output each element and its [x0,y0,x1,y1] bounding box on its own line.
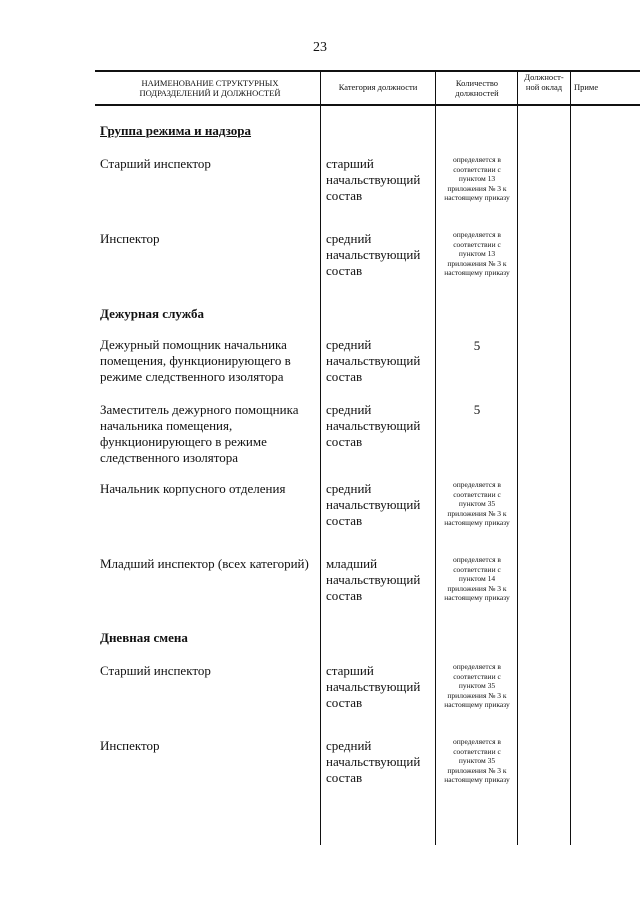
position-name: Инспектор [100,231,160,246]
column-divider-2 [435,70,436,845]
column-divider-3 [517,70,518,845]
section-title: Группа режима и надзора [100,123,252,138]
position-quantity: определяется в соответствии с пунктом 35 приложения № 3 к настоящему приказу [444,662,510,709]
position-category: средний начальствующий состав [326,481,421,528]
position-quantity: определяется в соответствии с пунктом 13 приложения № 3 к настоящему приказу [444,155,510,202]
header-quantity: Количество должностей [455,78,499,98]
position-category: старший начальствующий состав [326,663,421,710]
position-name: Дежурный помощник начальника помещения, функционирующего в режиме следственного изолятора [100,337,291,384]
position-name: Младший инспектор (всех категорий) [100,556,309,571]
position-name: Начальник корпусного отделения [100,481,286,496]
section-title: Дежурная служба [100,306,204,321]
position-category: средний начальствующий состав [326,402,421,449]
page-number: 23 [313,40,327,55]
position-quantity: определяется в соответствии с пунктом 14 приложения № 3 к настоящему приказу [444,555,510,602]
table-header-bottom-border [95,104,640,106]
position-name: Старший инспектор [100,663,211,678]
position-quantity: определяется в соответствии с пунктом 35 приложения № 3 к настоящему приказу [444,737,510,784]
column-divider-1 [320,70,321,845]
position-category: средний начальствующий состав [326,337,421,384]
position-name: Инспектор [100,738,160,753]
position-quantity: 5 [473,402,481,417]
position-category: младший начальствующий состав [326,556,421,603]
position-category: средний начальствующий состав [326,738,421,785]
header-name: НАИМЕНОВАНИЕ СТРУКТУРНЫХ ПОДРАЗДЕЛЕНИЙ И ДОЛЖНОСТЕЙ [139,78,281,98]
position-category: средний начальствующий состав [326,231,421,278]
position-quantity: 5 [473,338,481,353]
position-name: Заместитель дежурного помощника начальника помещения, функционирующего в режиме следственного изолятора [100,402,299,465]
position-category: старший начальствующий состав [326,156,421,203]
header-salary: Должност-ной оклад [524,72,564,92]
header-category: Категория должности [338,82,418,92]
position-quantity: определяется в соответствии с пунктом 13 приложения № 3 к настоящему приказу [444,230,510,277]
position-name: Старший инспектор [100,156,211,171]
column-divider-4 [570,70,571,845]
position-quantity: определяется в соответствии с пунктом 35 приложения № 3 к настоящему приказу [444,480,510,527]
header-note: Приме [574,82,599,92]
section-title: Дневная смена [100,630,188,645]
